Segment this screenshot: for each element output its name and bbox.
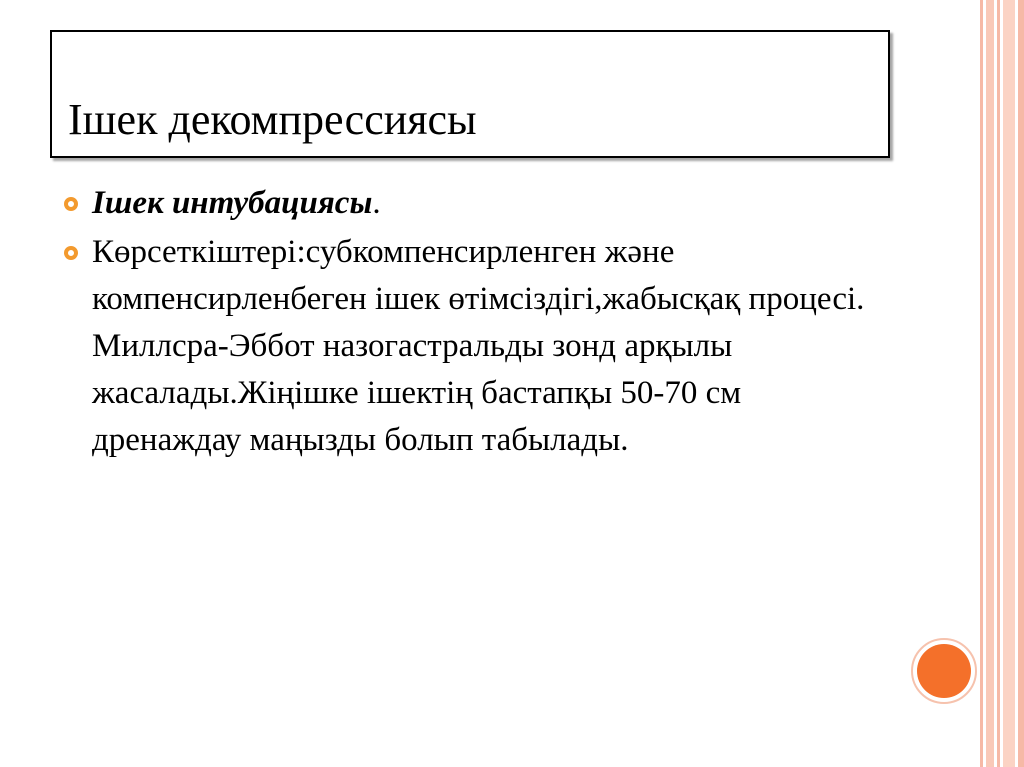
circle-bullet-icon [64,197,78,211]
decorative-stripe [1018,0,1024,767]
bullet-item-1 [64,180,894,227]
decorative-stripe [1003,0,1015,767]
decorative-stripe [986,0,994,767]
orange-circle-fill [917,644,971,698]
orange-circle-icon [911,638,977,704]
circle-bullet-icon [64,246,78,260]
bullet-text: Көрсеткіштері:субкомпенсирленген және компенсирленбеген ішек өтімсіздігі,жабысқақ процесі. Миллсра-Эббот назогастральды зонд арқылы жасалады.Жіңішке ішектің бастапқы 50-70 см дренаждау маңызды болып табылады. [92,234,865,458]
decorative-stripe [997,0,1000,767]
bullet-suffix: . [372,185,381,221]
decorative-stripe [980,0,983,767]
bullet-list [64,180,894,466]
title-box [50,30,890,158]
slide-title: Ішек декомпрессиясы [68,95,477,144]
bullet-text-bold: Ішек интубациясы [92,185,373,221]
bullet-item-2 [64,229,894,464]
